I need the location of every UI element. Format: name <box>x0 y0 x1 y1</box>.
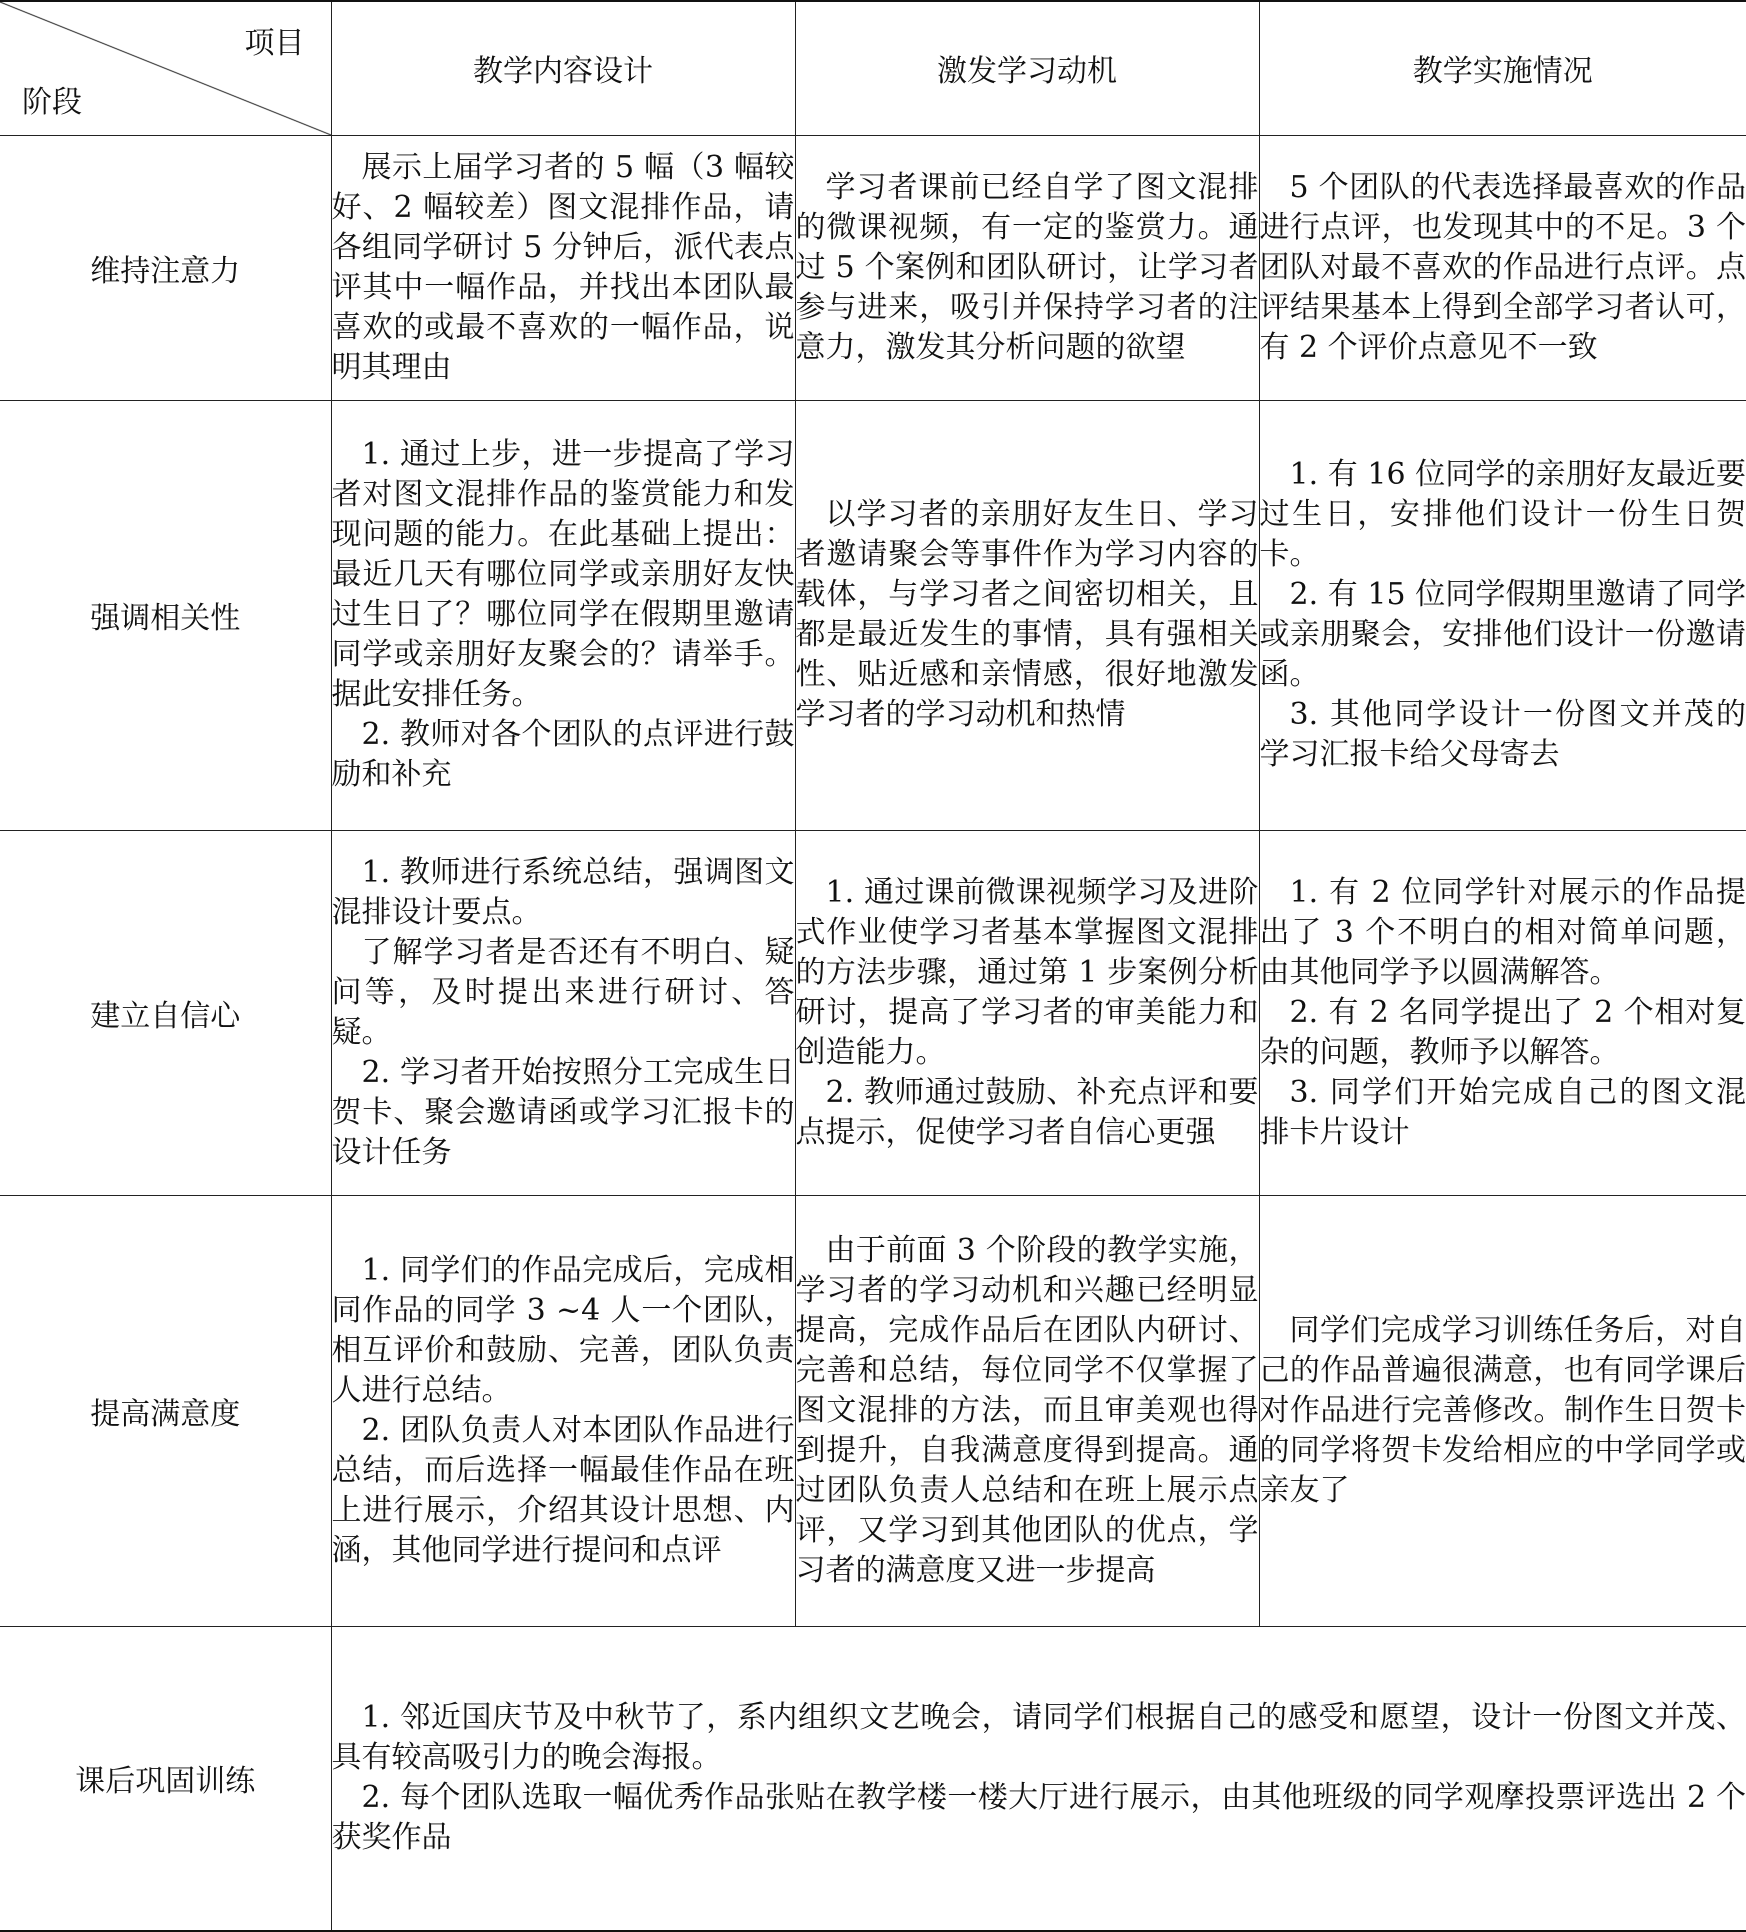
paragraph: 1. 有 16 位同学的亲朋好友最近要过生日，安排他们设计一份生日贺卡。 <box>1260 455 1746 575</box>
final-content-cell <box>331 1626 1746 1931</box>
column-header-implementation: 教学实施情况 <box>1259 1 1746 135</box>
stage-label: 强调相关性 <box>0 400 331 830</box>
content-cell <box>331 400 795 830</box>
paragraph: 2. 有 2 名同学提出了 2 个相对复杂的问题，教师予以解答。 <box>1260 993 1746 1073</box>
table-row <box>0 830 1746 1195</box>
paragraph: 1. 邻近国庆节及中秋节了，系内组织文艺晚会，请同学们根据自己的感受和愿望，设计一份图文并茂、具有较高吸引力的晚会海报。 <box>332 1698 1746 1778</box>
content-cell <box>331 830 795 1195</box>
column-header-content: 教学内容设计 <box>331 1 795 135</box>
motivation-cell <box>795 135 1259 400</box>
column-header-motivation: 激发学习动机 <box>795 1 1259 135</box>
paragraph: 展示上届学习者的 5 幅（3 幅较好、2 幅较差）图文混排作品，请各组同学研讨 5 分钟后，派代表点评其中一幅作品，并找出本团队最喜欢的或最不喜欢的一幅作品，说明其理由 <box>332 148 795 388</box>
stage-label: 维持注意力 <box>0 135 331 400</box>
paragraph: 2. 有 15 位同学假期里邀请了同学或亲朋聚会，安排他们设计一份邀请函。 <box>1260 575 1746 695</box>
paragraph: 2. 教师通过鼓励、补充点评和要点提示，促使学习者自信心更强 <box>796 1073 1259 1153</box>
paragraph: 1. 同学们的作品完成后，完成相同作品的同学 3 ~4 人一个团队，相互评价和鼓励、完善，团队负责人进行总结。 <box>332 1251 795 1411</box>
implementation-cell <box>1259 830 1746 1195</box>
paragraph: 2. 每个团队选取一幅优秀作品张贴在教学楼一楼大厅进行展示，由其他班级的同学观摩投票评选出 2 个获奖作品 <box>332 1778 1746 1858</box>
paragraph: 2. 团队负责人对本团队作品进行总结，而后选择一幅最佳作品在班上进行展示，介绍其设计思想、内涵，其他同学进行提问和点评 <box>332 1411 795 1571</box>
corner-label-item: 项目 <box>245 18 305 62</box>
stage-label: 提高满意度 <box>0 1195 331 1626</box>
corner-header-cell <box>0 1 331 135</box>
paragraph: 1. 有 2 位同学针对展示的作品提出了 3 个不明白的相对简单问题，由其他同学予以圆满解答。 <box>1260 873 1746 993</box>
stage-label: 建立自信心 <box>0 830 331 1195</box>
stage-label: 课后巩固训练 <box>0 1626 331 1931</box>
paragraph: 1. 教师进行系统总结，强调图文混排设计要点。 <box>332 853 795 933</box>
table-row <box>0 135 1746 400</box>
header-row <box>0 1 1746 135</box>
corner-label-stage: 阶段 <box>22 77 82 121</box>
paragraph: 由于前面 3 个阶段的教学实施，学习者的学习动机和兴趣已经明显提高，完成作品后在团队内研讨、完善和总结，每位同学不仅掌握了图文混排的方法，而且审美观也得到提升，自我满意度得到提高。通过团队负责人总结和在班上展示点评，又学习到其他团队的优点，学习者的满意度又进一步提高 <box>796 1231 1259 1591</box>
table-row <box>0 1195 1746 1626</box>
motivation-cell <box>795 830 1259 1195</box>
paragraph: 2. 教师对各个团队的点评进行鼓励和补充 <box>332 715 795 795</box>
implementation-cell <box>1259 135 1746 400</box>
paragraph: 以学习者的亲朋好友生日、学习者邀请聚会等事件作为学习内容的载体，与学习者之间密切相关，且都是最近发生的事情，具有强相关性、贴近感和亲情感，很好地激发学习者的学习动机和热情 <box>796 495 1259 735</box>
paragraph: 1. 通过课前微课视频学习及进阶式作业使学习者基本掌握图文混排的方法步骤，通过第 1 步案例分析研讨，提高了学习者的审美能力和创造能力。 <box>796 873 1259 1073</box>
paragraph: 5 个团队的代表选择最喜欢的作品进行点评，也发现其中的不足。3 个团队对最不喜欢的作品进行点评。点评结果基本上得到全部学习者认可，有 2 个评价点意见不一致 <box>1260 168 1746 368</box>
motivation-cell <box>795 1195 1259 1626</box>
paragraph: 1. 通过上步，进一步提高了学习者对图文混排作品的鉴赏能力和发现问题的能力。在此基础上提出：最近几天有哪位同学或亲朋好友快过生日了？哪位同学在假期里邀请同学或亲朋好友聚会的？请举手。据此安排任务。 <box>332 435 795 715</box>
motivation-cell <box>795 400 1259 830</box>
implementation-cell <box>1259 400 1746 830</box>
content-cell <box>331 1195 795 1626</box>
paragraph: 学习者课前已经自学了图文混排的微课视频，有一定的鉴赏力。通过 5 个案例和团队研讨，让学习者参与进来，吸引并保持学习者的注意力，激发其分析问题的欲望 <box>796 168 1259 368</box>
table-row <box>0 400 1746 830</box>
content-cell <box>331 135 795 400</box>
paragraph: 3. 同学们开始完成自己的图文混排卡片设计 <box>1260 1073 1746 1153</box>
paragraph: 2. 学习者开始按照分工完成生日贺卡、聚会邀请函或学习汇报卡的设计任务 <box>332 1053 795 1173</box>
paragraph: 了解学习者是否还有不明白、疑问等，及时提出来进行研讨、答疑。 <box>332 933 795 1053</box>
diagonal-header <box>0 2 331 135</box>
paragraph: 3. 其他同学设计一份图文并茂的学习汇报卡给父母寄去 <box>1260 695 1746 775</box>
implementation-cell <box>1259 1195 1746 1626</box>
table-row-final <box>0 1626 1746 1931</box>
paragraph: 同学们完成学习训练任务后，对自己的作品普遍很满意，也有同学课后对作品进行完善修改。制作生日贺卡的同学将贺卡发给相应的中学同学或亲友了 <box>1260 1311 1746 1511</box>
